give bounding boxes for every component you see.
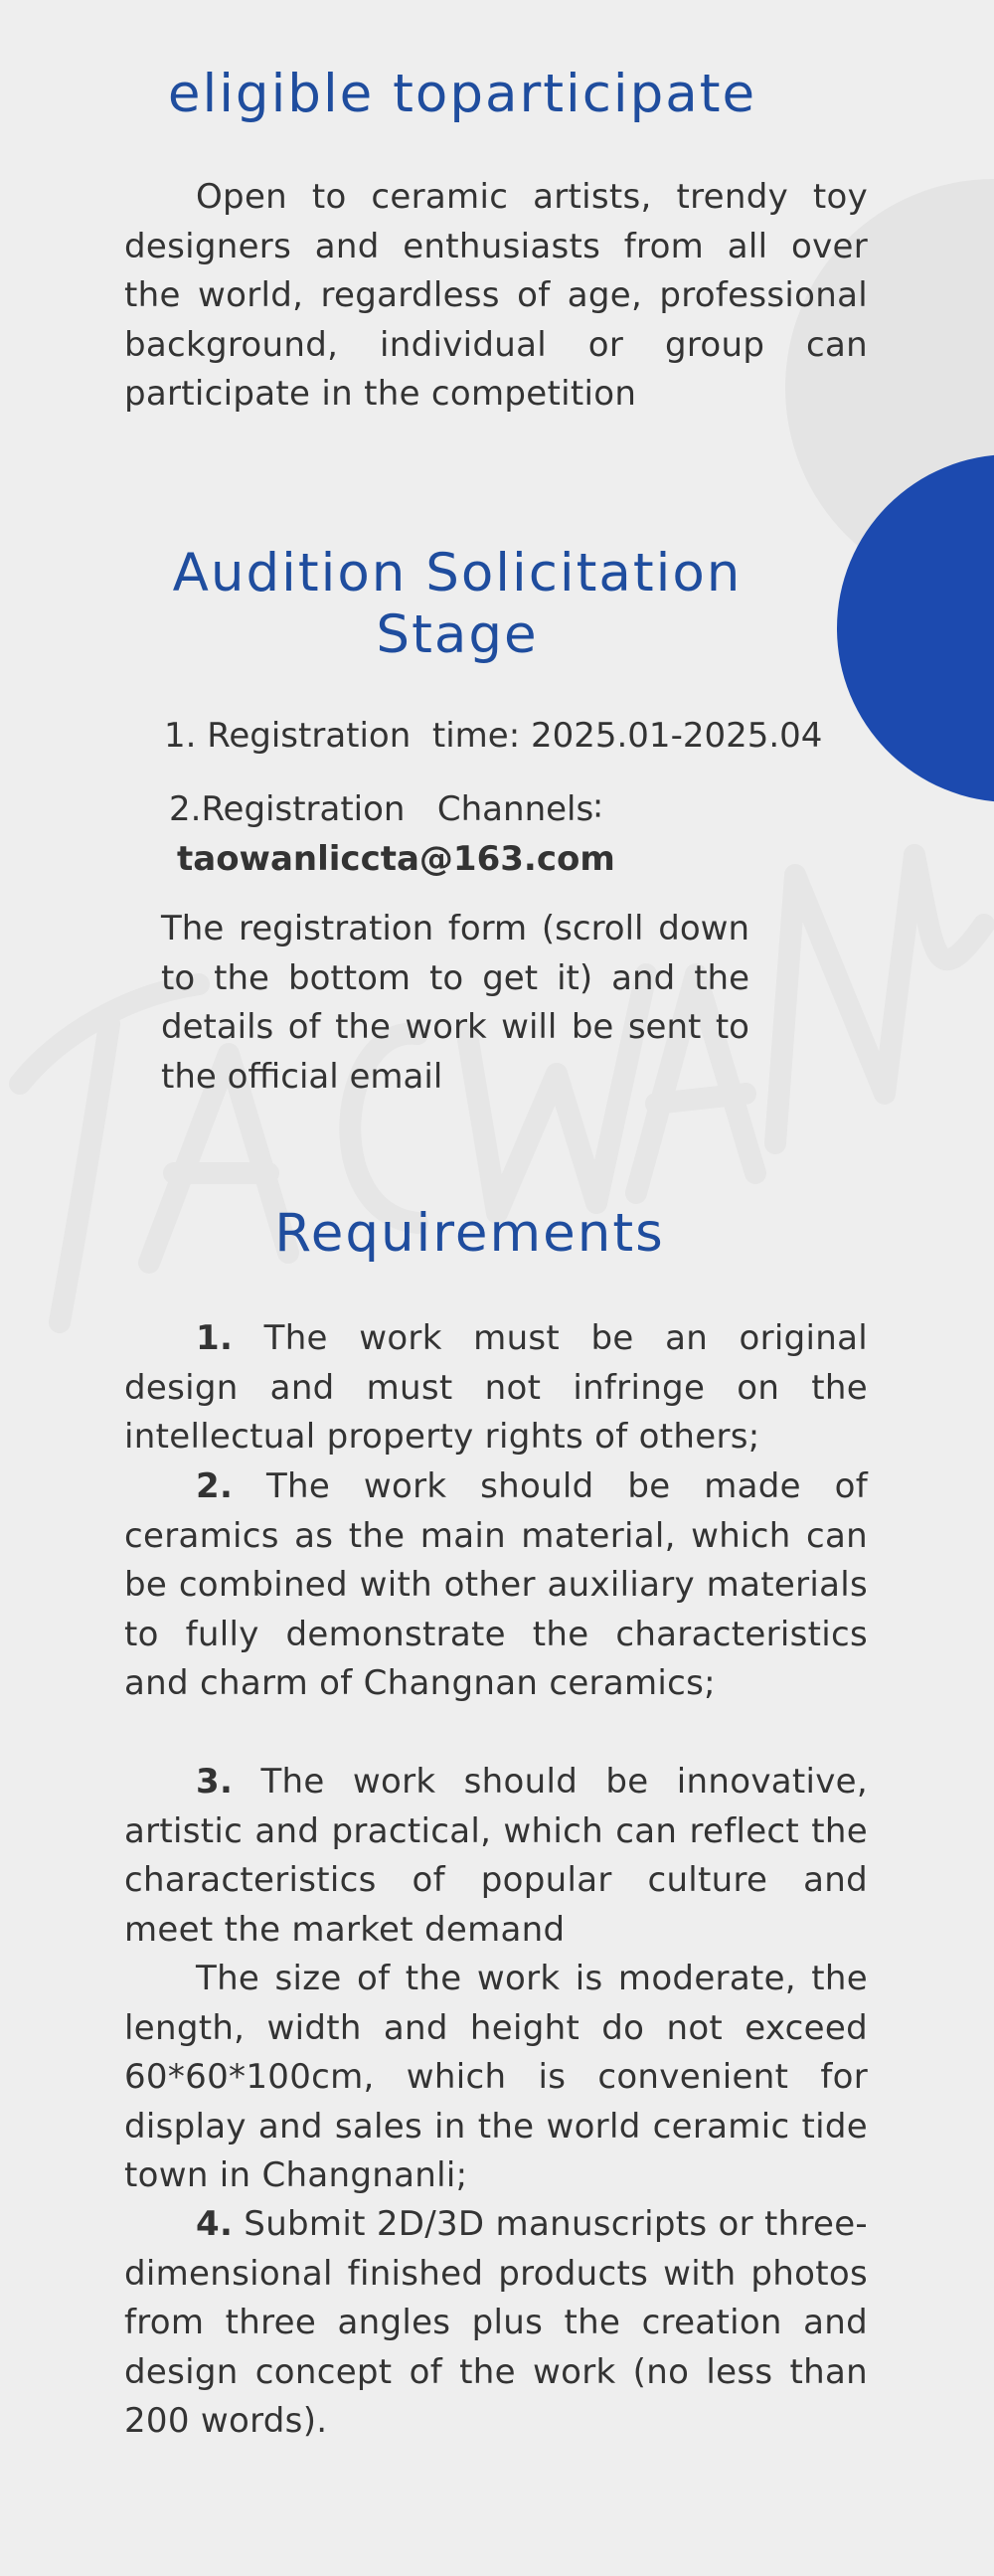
- requirement-item: [124, 1758, 868, 1955]
- requirement-number: 2.: [196, 1466, 234, 1506]
- section-title-eligible: eligible toparticipate: [167, 64, 757, 124]
- audition-title-line2: Stage: [376, 604, 539, 665]
- eligible-paragraph: Open to ceramic artists, trendy toy designers and enthusiasts from all over the world, regardless of age, professional background, individual or group can participate in the competition: [124, 177, 868, 414]
- registration-time: 1. Registration time: 2025.01-2025.04: [164, 716, 823, 756]
- audition-title-line1: Audition Solicitation: [172, 543, 743, 603]
- requirement-text: The work should be made of ceramics as the main material, which can be combined with other auxiliary materials to fully demonstrate the characteristics and charm of Changnan ceramics;: [124, 1466, 868, 1703]
- section-title-audition: [0, 543, 914, 666]
- requirement-item: [124, 2200, 868, 2447]
- requirement-text: The work must be an original design and must not infringe on the intellectual property rights of others;: [124, 1318, 868, 1457]
- registration-channels-label: 2.Registration Channels∶: [169, 789, 603, 829]
- requirement-item: [124, 1462, 868, 1709]
- registration-email: taowanliccta@163.com: [177, 839, 615, 879]
- section-title-requirements: Requirements: [274, 1203, 665, 1264]
- requirement-number: 1.: [196, 1318, 234, 1358]
- registration-note: The registration form (scroll down to the bottom to get it) and the details of the work will be sent to the official email: [161, 909, 749, 1097]
- requirement-text: The size of the work is moderate, the length, width and height do not exceed 60*60*100cm, which is convenient for display and sales in the world ceramic tide town in Changnanli;: [124, 1959, 868, 2195]
- requirement-text: Submit 2D/3D manuscripts or three-dimensional finished products with photos from three angles plus the creation and design concept of the work (no less than 200 words).: [124, 2204, 868, 2441]
- requirement-number: 3.: [196, 1762, 234, 1802]
- requirement-number: 4.: [196, 2204, 234, 2244]
- requirement-item: [124, 1955, 868, 2201]
- requirement-text: The work should be innovative, artistic and practical, which can reflect the characteristics of popular culture and meet the market demand: [124, 1762, 868, 1950]
- requirement-item: [124, 1314, 868, 1462]
